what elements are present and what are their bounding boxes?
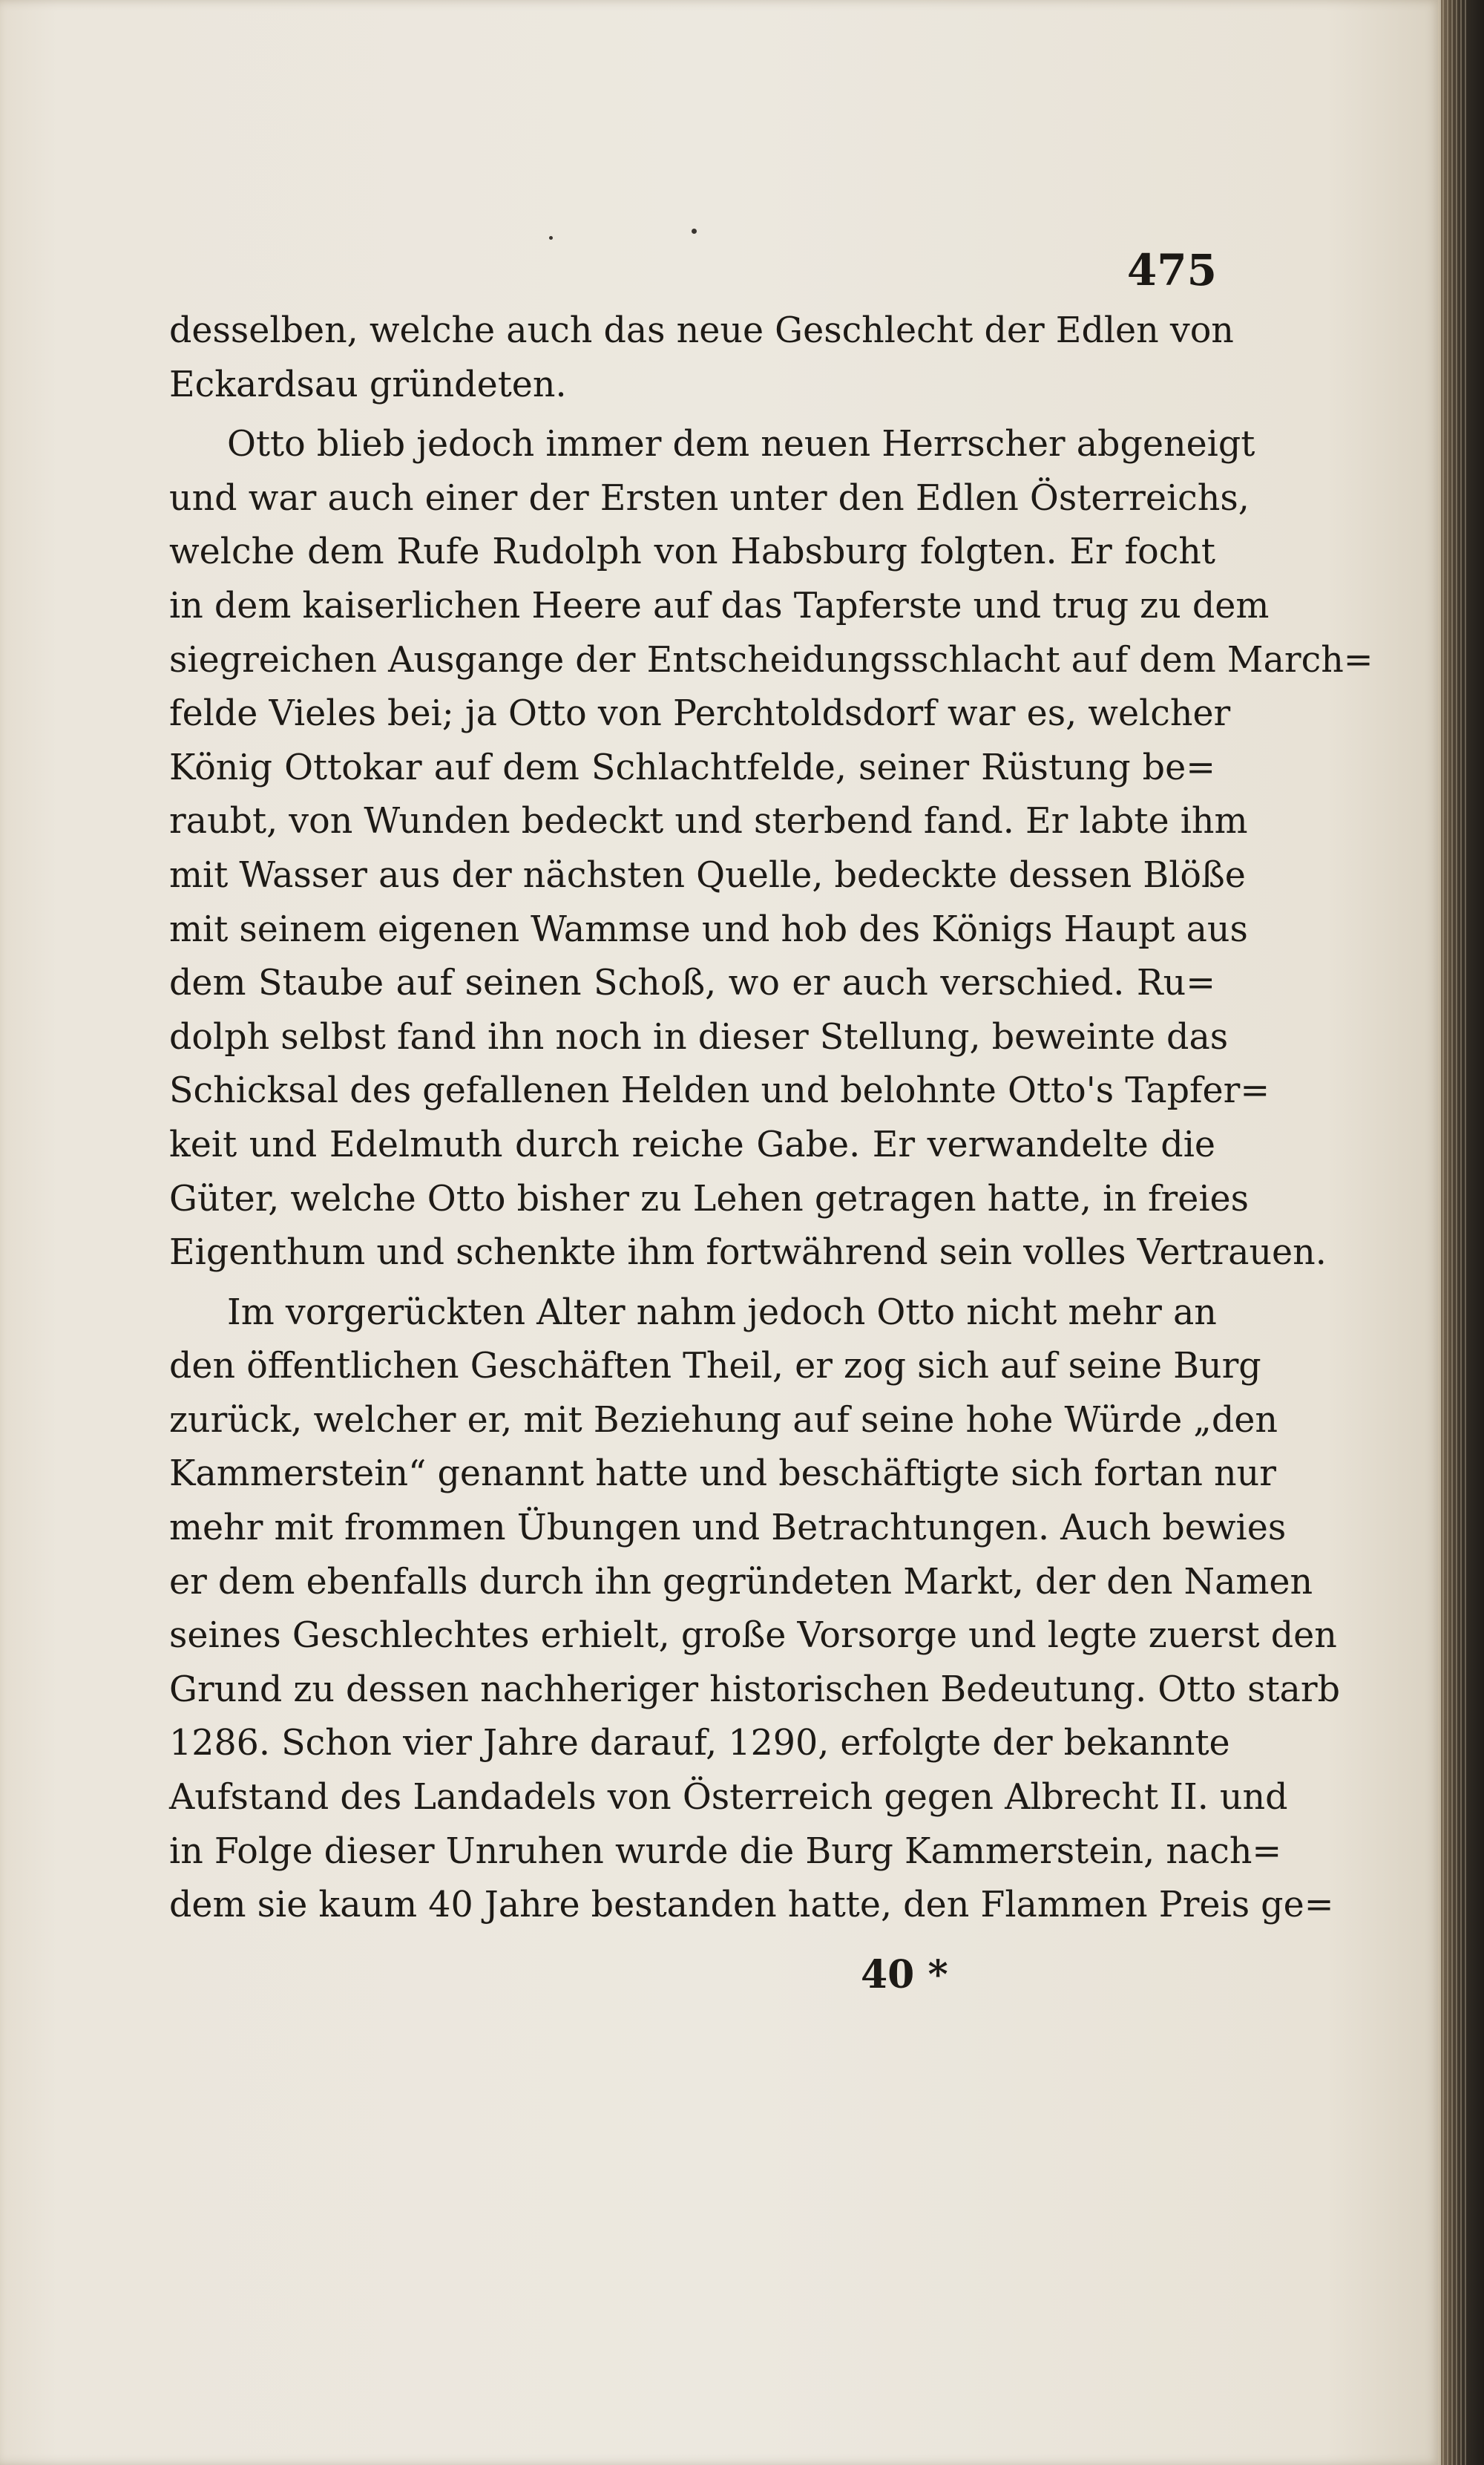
text-line: keit und Edelmuth durch reiche Gabe. Er verwandelte die	[169, 1124, 1215, 1165]
text-line: desselben, welche auch das neue Geschlecht der Edlen von	[169, 310, 1234, 351]
text-line: mehr mit frommen Übungen und Betrachtungen. Auch bewies	[169, 1508, 1287, 1549]
text-line: König Ottokar auf dem Schlachtfelde, seiner Rüstung be=	[169, 747, 1215, 788]
text-line: Güter, welche Otto bisher zu Lehen getragen hatte, in freies	[169, 1178, 1250, 1220]
signature-mark: 40 *	[861, 1952, 948, 1997]
body-text	[169, 304, 1373, 1933]
text-line: Kammerstein“ genannt hatte und beschäftigte sich fortan nur	[169, 1453, 1276, 1495]
text-line: Aufstand des Landadels von Österreich gegen Albrecht II. und	[169, 1777, 1288, 1819]
text-line: siegreichen Ausgange der Entscheidungsschlacht auf dem March=	[169, 639, 1373, 681]
text-line: Im vorgerückten Alter nahm jedoch Otto nicht mehr an	[227, 1292, 1217, 1333]
text-line: Eigenthum und schenkte ihm fortwährend sein volles Vertrauen.	[169, 1232, 1327, 1274]
text-line: in dem kaiserlichen Heere auf das Tapferste und trug zu dem	[169, 585, 1270, 626]
text-line: dolph selbst fand ihn noch in dieser Stellung, beweinte das	[169, 1016, 1229, 1058]
page-number: 475	[1126, 245, 1217, 295]
text-line: Grund zu dessen nachheriger historischen Bedeutung. Otto starb	[169, 1669, 1340, 1710]
text-line: 1286. Schon vier Jahre darauf, 1290, erfolgte der bekannte	[169, 1723, 1230, 1764]
text-line: raubt, von Wunden bedeckt und sterbend fand. Er labte ihm	[169, 801, 1248, 842]
text-line: dem Staube auf seinen Schoß, wo er auch verschied. Ru=	[169, 963, 1215, 1004]
page-edges	[1438, 0, 1468, 2465]
text-line: zurück, welcher er, mit Beziehung auf seine hohe Würde „den	[169, 1399, 1278, 1441]
text-line: Schicksal des gefallenen Helden und belohnte Otto's Tapfer=	[169, 1070, 1270, 1112]
ink-speck	[692, 229, 697, 234]
text-line: welche dem Rufe Rudolph von Habsburg folgten. Er focht	[169, 531, 1215, 573]
text-line: er dem ebenfalls durch ihn gegründeten Markt, der den Namen	[169, 1561, 1313, 1603]
text-line: mit Wasser aus der nächsten Quelle, bedeckte dessen Blöße	[169, 854, 1246, 896]
text-line: den öffentlichen Geschäften Theil, er zog sich auf seine Burg	[169, 1346, 1261, 1387]
text-line: Otto blieb jedoch immer dem neuen Herrscher abgeneigt	[227, 424, 1255, 465]
text-line: dem sie kaum 40 Jahre bestanden hatte, den Flammen Preis ge=	[169, 1885, 1334, 1926]
ink-speck	[549, 236, 553, 240]
text-line: mit seinem eigenen Wammse und hob des Königs Haupt aus	[169, 909, 1248, 950]
text-line: Eckardsau gründeten.	[169, 364, 567, 405]
text-line: in Folge dieser Unruhen wurde die Burg Kammerstein, nach=	[169, 1830, 1282, 1872]
text-line: seines Geschlechtes erhielt, große Vorsorge und legte zuerst den	[169, 1615, 1337, 1657]
text-line: und war auch einer der Ersten unter den Edlen Österreichs,	[169, 477, 1250, 519]
text-line: felde Vieles bei; ja Otto von Perchtoldsdorf war es, welcher	[169, 693, 1231, 735]
